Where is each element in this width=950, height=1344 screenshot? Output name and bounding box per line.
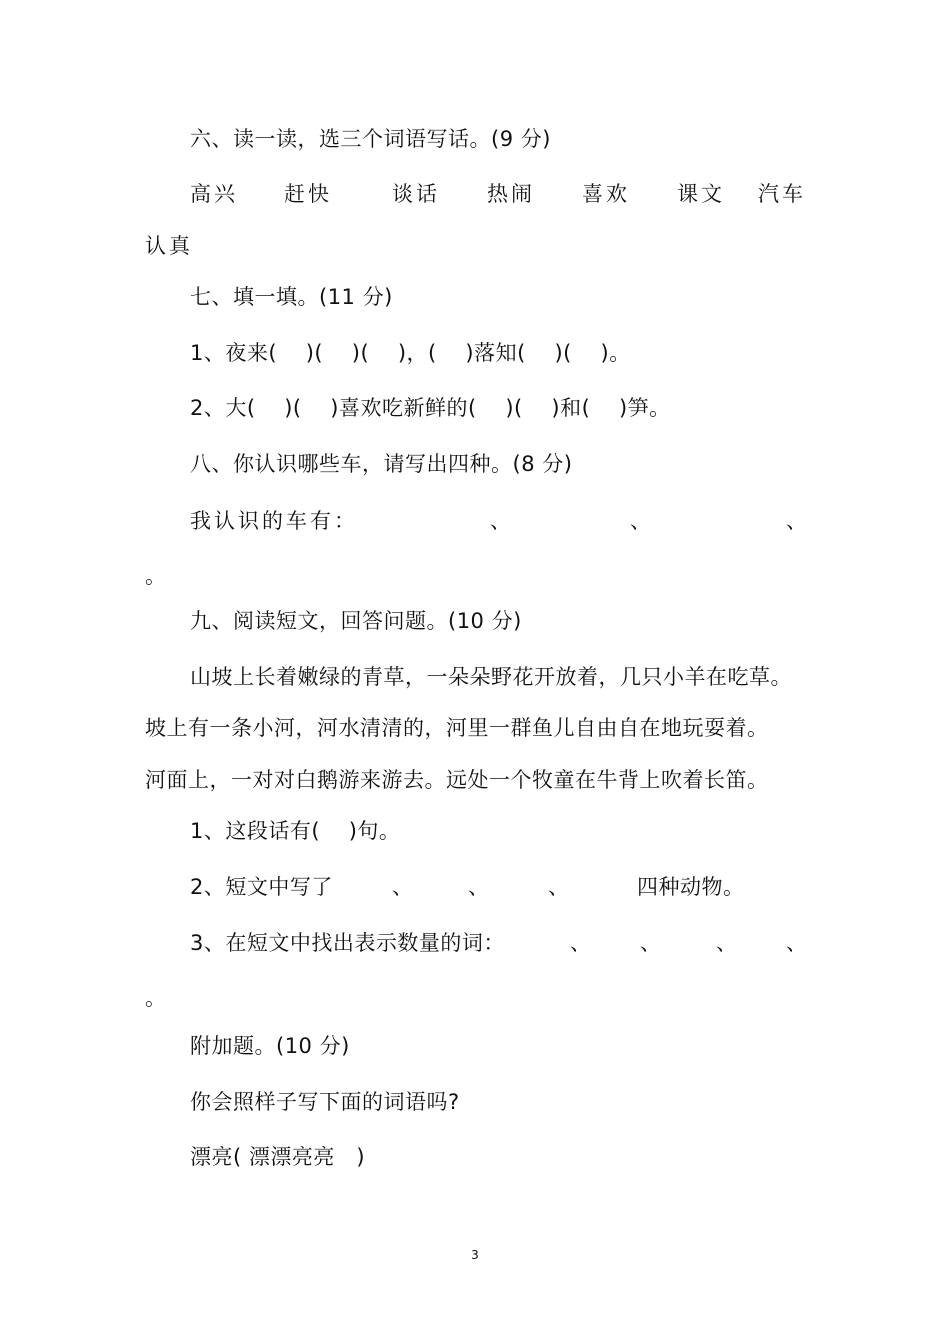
section9-question-2: 2、短文中写了 xyxy=(190,875,333,899)
section9-separator: 、 xyxy=(548,875,570,899)
section9-title: 九、阅读短文，回答问题。(10 分) xyxy=(190,609,522,633)
section9-separator: 、 xyxy=(392,875,414,899)
passage-line-2: 坡上有一条小河，河水清清的，河里一群鱼儿自由自在地玩耍着。 xyxy=(145,716,769,740)
word-item: 课文 xyxy=(677,182,725,206)
section8-separator: 、 xyxy=(490,509,512,533)
passage-line-1: 山坡上长着嫩绿的青草，一朵朵野花开放着，几只小羊在吃草。 xyxy=(190,665,792,689)
section7-item-2: 2、大( )( )喜欢吃新鲜的( )( )和( )笋。 xyxy=(190,396,671,420)
section7-item-1: 1、夜来( )( )( )，( )落知( )( )。 xyxy=(190,341,631,365)
passage-line-3: 河面上，一对对白鹅游来游去。远处一个牧童在牛背上吹着长笛。 xyxy=(145,768,769,792)
word-item: 热闹 xyxy=(487,182,535,206)
word-item: 汽车 xyxy=(758,182,806,206)
section8-end: 。 xyxy=(145,564,167,588)
bonus-example: 漂亮( 漂漂亮亮 ) xyxy=(190,1145,366,1169)
section7-title: 七、填一填。(11 分) xyxy=(190,285,393,309)
section9-question-3-end: 。 xyxy=(145,986,167,1010)
section9-separator: 、 xyxy=(468,875,490,899)
word-item: 赶快 xyxy=(284,182,332,206)
section9-separator: 、 xyxy=(640,931,662,955)
section8-separator: 、 xyxy=(786,509,808,533)
section6-title: 六、读一读，选三个词语写话。(9 分) xyxy=(190,127,551,151)
word-item: 谈话 xyxy=(392,182,440,206)
section8-prompt: 我认识的车有： xyxy=(190,509,358,533)
bonus-title: 附加题。(10 分) xyxy=(190,1034,350,1058)
section9-question-1: 1、这段话有( )句。 xyxy=(190,819,401,843)
section9-separator: 、 xyxy=(716,931,738,955)
section9-question-3: 3、在短文中找出表示数量的词： xyxy=(190,931,505,955)
section9-separator: 、 xyxy=(570,931,592,955)
word-item: 认真 xyxy=(145,234,193,258)
section9-separator: 、 xyxy=(786,931,808,955)
page-number: 3 xyxy=(471,1248,479,1262)
section8-title: 八、你认识哪些车，请写出四种。(8 分) xyxy=(190,452,573,476)
bonus-question: 你会照样子写下面的词语吗? xyxy=(190,1090,460,1114)
word-item: 高兴 xyxy=(190,182,238,206)
section9-question-2-end: 四种动物。 xyxy=(637,875,745,899)
word-item: 喜欢 xyxy=(582,182,630,206)
section8-separator: 、 xyxy=(630,509,652,533)
